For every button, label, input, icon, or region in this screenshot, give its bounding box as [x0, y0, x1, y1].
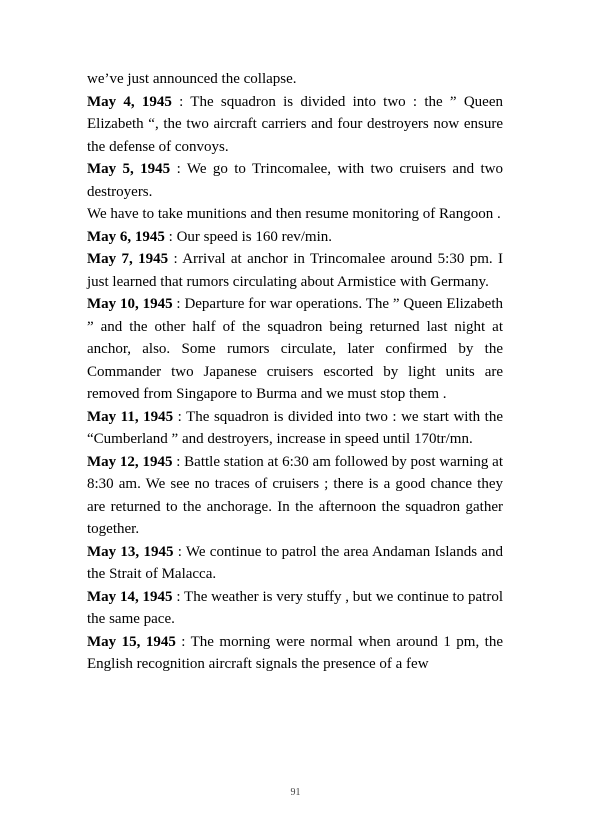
- entry-may-13: [87, 541, 503, 586]
- entry-text: : Our speed is 160 rev/min.: [164, 228, 332, 245]
- entry-may-7: [87, 248, 503, 293]
- page-number: 91: [290, 787, 301, 798]
- entry-date: May 14, 1945: [87, 588, 173, 605]
- page-body: [87, 68, 503, 676]
- entry-may-6: [87, 226, 503, 249]
- entry-may-5: [87, 158, 503, 203]
- entry-date: May 13, 1945: [87, 543, 174, 560]
- entry-text: : The weather is very stuffy , but we continue to patrol the same pace.: [87, 588, 503, 627]
- entry-may-15: [87, 631, 503, 676]
- entry-date: May 4, 1945: [87, 93, 172, 110]
- entry-may-10: [87, 293, 503, 406]
- entry-date: May 5, 1945: [87, 161, 171, 177]
- entry-may-4: [87, 91, 503, 159]
- entry-text: we’ve just announced the collapse.: [87, 71, 297, 87]
- entry-date: May 15, 1945: [87, 633, 176, 650]
- entry-text: We have to take munitions and then resume monitoring of Rangoon .: [87, 206, 501, 222]
- entry-text: : We go to Trincomalee, with two cruisers and two destroyers.: [87, 161, 503, 200]
- entry-may-14: [87, 586, 503, 631]
- entry-date: May 6, 1945: [87, 228, 165, 245]
- entry-date: May 12, 1945: [87, 453, 173, 470]
- entry-may-5-continued: [87, 203, 503, 226]
- entry-may-11: [87, 406, 503, 451]
- entry-text: : Departure for war operations. The ” Queen Elizabeth ” and the other half of the squadron being returned last night at anchor, also. Some rumors circulate, later confirmed by the Commander two Japanese cruisers escorted by light units are removed from Singapore to Burma and we must stop them .: [87, 296, 503, 402]
- entry-text: : We continue to patrol the area Andaman Islands and the Strait of Malacca.: [87, 543, 503, 582]
- entry-may-12: [87, 451, 503, 541]
- entry-text: : The morning were normal when around 1 pm, the English recognition aircraft signals the presence of a few: [87, 633, 503, 672]
- entry-date: May 10, 1945: [87, 296, 173, 312]
- entry-continuation: [87, 68, 503, 91]
- entry-text: : Battle station at 6:30 am followed by post warning at 8:30 am. We see no traces of cruisers ; there is a good chance they are returned to the anchorage. In the afternoon the squadron gather together.: [87, 453, 503, 537]
- entry-date: May 7, 1945: [87, 251, 169, 267]
- entry-text: : The squadron is divided into two : we start with the “Cumberland ” and destroyers, increase in speed until 170tr/mn.: [87, 408, 503, 447]
- entry-text: : The squadron is divided into two : the ” Queen Elizabeth “, the two aircraft carriers and four destroyers now ensure the defense of convoys.: [87, 93, 503, 155]
- entry-date: May 11, 1945: [87, 408, 174, 425]
- entry-text: : Arrival at anchor in Trincomalee around 5:30 pm. I just learned that rumors circulating about Armistice with Germany.: [87, 251, 503, 290]
